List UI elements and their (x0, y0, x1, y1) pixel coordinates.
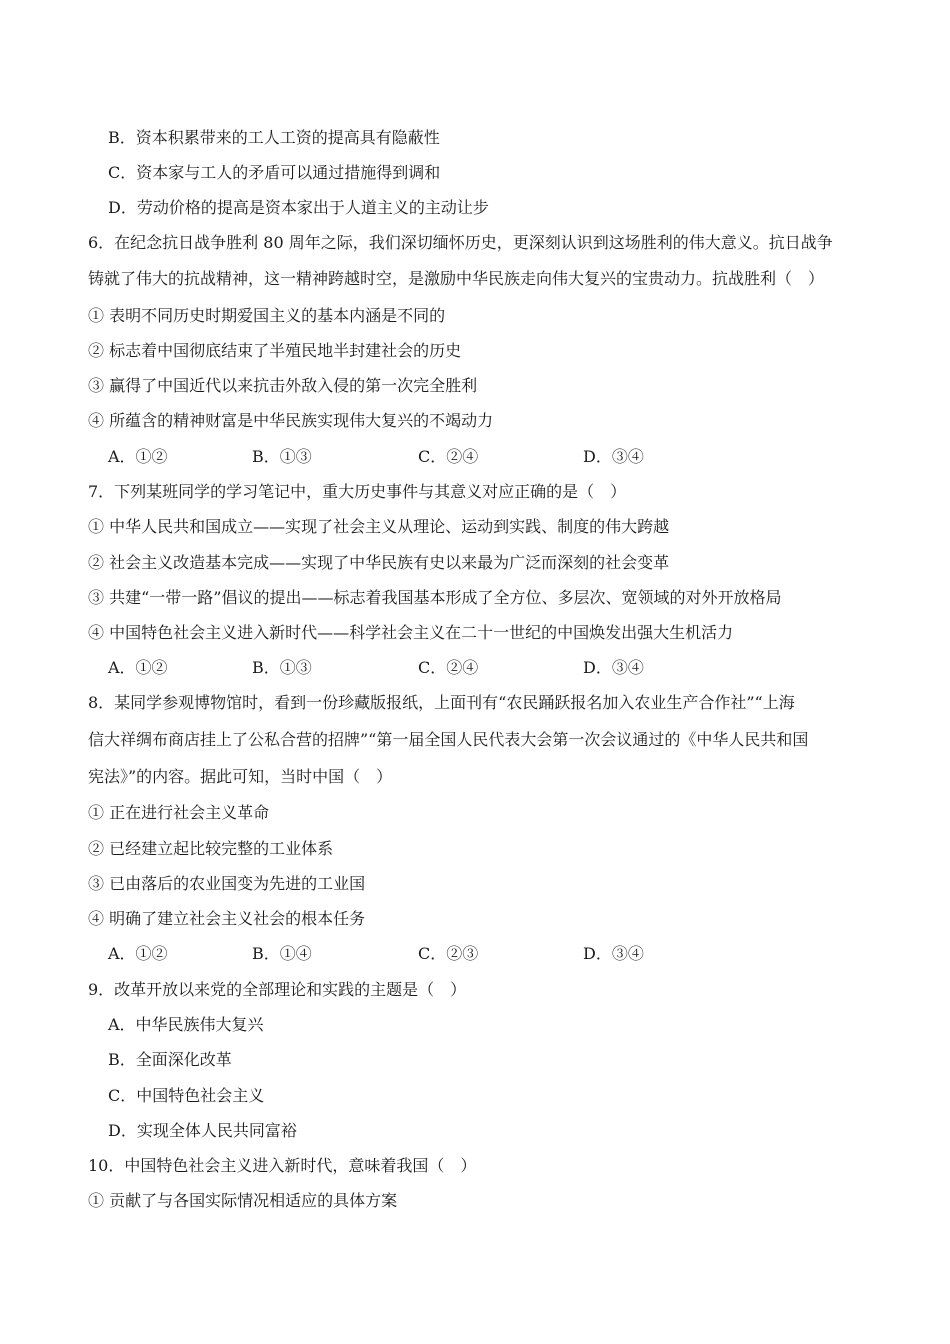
q8-stem-line-2: 信大祥绸布商店挂上了公私合营的招牌”“第一届全国人民代表大会第一次会议通过的《中华人民共和国 (88, 730, 809, 749)
q5-option-b: B．资本积累带来的工人工资的提高具有隐蔽性 (108, 128, 440, 147)
q6-option-a: A．①② (108, 447, 168, 466)
q6-item-4: ④ 所蕴含的精神财富是中华民族实现伟大复兴的不竭动力 (88, 411, 494, 430)
q7-item-2: ② 社会主义改造基本完成——实现了中华民族有史以来最为广泛而深刻的社会变革 (88, 553, 670, 572)
q9-option-a: A．中华民族伟大复兴 (108, 1015, 264, 1034)
q6-stem-line-2: 铸就了伟大的抗战精神，这一精神跨越时空，是激励中华民族走向伟大复兴的宝贵动力。抗战胜利（ ） (88, 269, 825, 288)
q9-option-d: D．实现全体人民共同富裕 (108, 1121, 297, 1140)
q8-option-c: C．②③ (418, 944, 479, 963)
q7-option-b: B．①③ (252, 658, 312, 677)
q8-item-4: ④ 明确了建立社会主义社会的根本任务 (88, 909, 366, 928)
q8-stem-line-1: 8．某同学参观博物馆时，看到一份珍藏版报纸，上面刊有“农民踊跃报名加入农业生产合作社”“上海 (88, 693, 795, 712)
q8-item-2: ② 已经建立起比较完整的工业体系 (88, 839, 334, 858)
q6-option-b: B．①③ (252, 447, 312, 466)
q9-option-b: B．全面深化改革 (108, 1050, 232, 1069)
q10-item-1: ① 贡献了与各国实际情况相适应的具体方案 (88, 1191, 398, 1210)
q7-option-c: C．②④ (418, 658, 479, 677)
q6-item-3: ③ 赢得了中国近代以来抗击外敌入侵的第一次完全胜利 (88, 376, 478, 395)
q8-option-b: B．①④ (252, 944, 312, 963)
q6-option-c: C．②④ (418, 447, 479, 466)
q6-item-1: ① 表明不同历史时期爱国主义的基本内涵是不同的 (88, 306, 446, 325)
q7-option-a: A．①② (108, 658, 168, 677)
q6-option-d: D．③④ (583, 447, 644, 466)
q7-item-1: ① 中华人民共和国成立——实现了社会主义从理论、运动到实践、制度的伟大跨越 (88, 517, 670, 536)
q8-option-a: A．①② (108, 944, 168, 963)
q8-item-1: ① 正在进行社会主义革命 (88, 803, 270, 822)
q6-item-2: ② 标志着中国彻底结束了半殖民地半封建社会的历史 (88, 341, 462, 360)
q7-option-d: D．③④ (583, 658, 644, 677)
q7-item-3: ③ 共建“一带一路”倡议的提出——标志着我国基本形成了全方位、多层次、宽领域的对外开放格局 (88, 588, 782, 607)
q6-stem-line-1: 6．在纪念抗日战争胜利 80 周年之际，我们深切缅怀历史，更深刻认识到这场胜利的伟大意义。抗日战争 (88, 233, 833, 252)
q7-stem: 7．下列某班同学的学习笔记中，重大历史事件与其意义对应正确的是（ ） (88, 482, 627, 501)
q9-stem: 9．改革开放以来党的全部理论和实践的主题是（ ） (88, 980, 467, 999)
q8-stem-line-3: 宪法》”的内容。据此可知，当时中国（ ） (88, 767, 393, 786)
q5-option-c: C．资本家与工人的矛盾可以通过措施得到调和 (108, 163, 441, 182)
q7-item-4: ④ 中国特色社会主义进入新时代——科学社会主义在二十一世纪的中国焕发出强大生机活力 (88, 623, 734, 642)
q10-stem: 10．中国特色社会主义进入新时代，意味着我国（ ） (88, 1156, 477, 1175)
q9-option-c: C．中国特色社会主义 (108, 1086, 265, 1105)
q8-item-3: ③ 已由落后的农业国变为先进的工业国 (88, 874, 366, 893)
q8-option-d: D．③④ (583, 944, 644, 963)
q5-option-d: D．劳动价格的提高是资本家出于人道主义的主动让步 (108, 198, 489, 217)
